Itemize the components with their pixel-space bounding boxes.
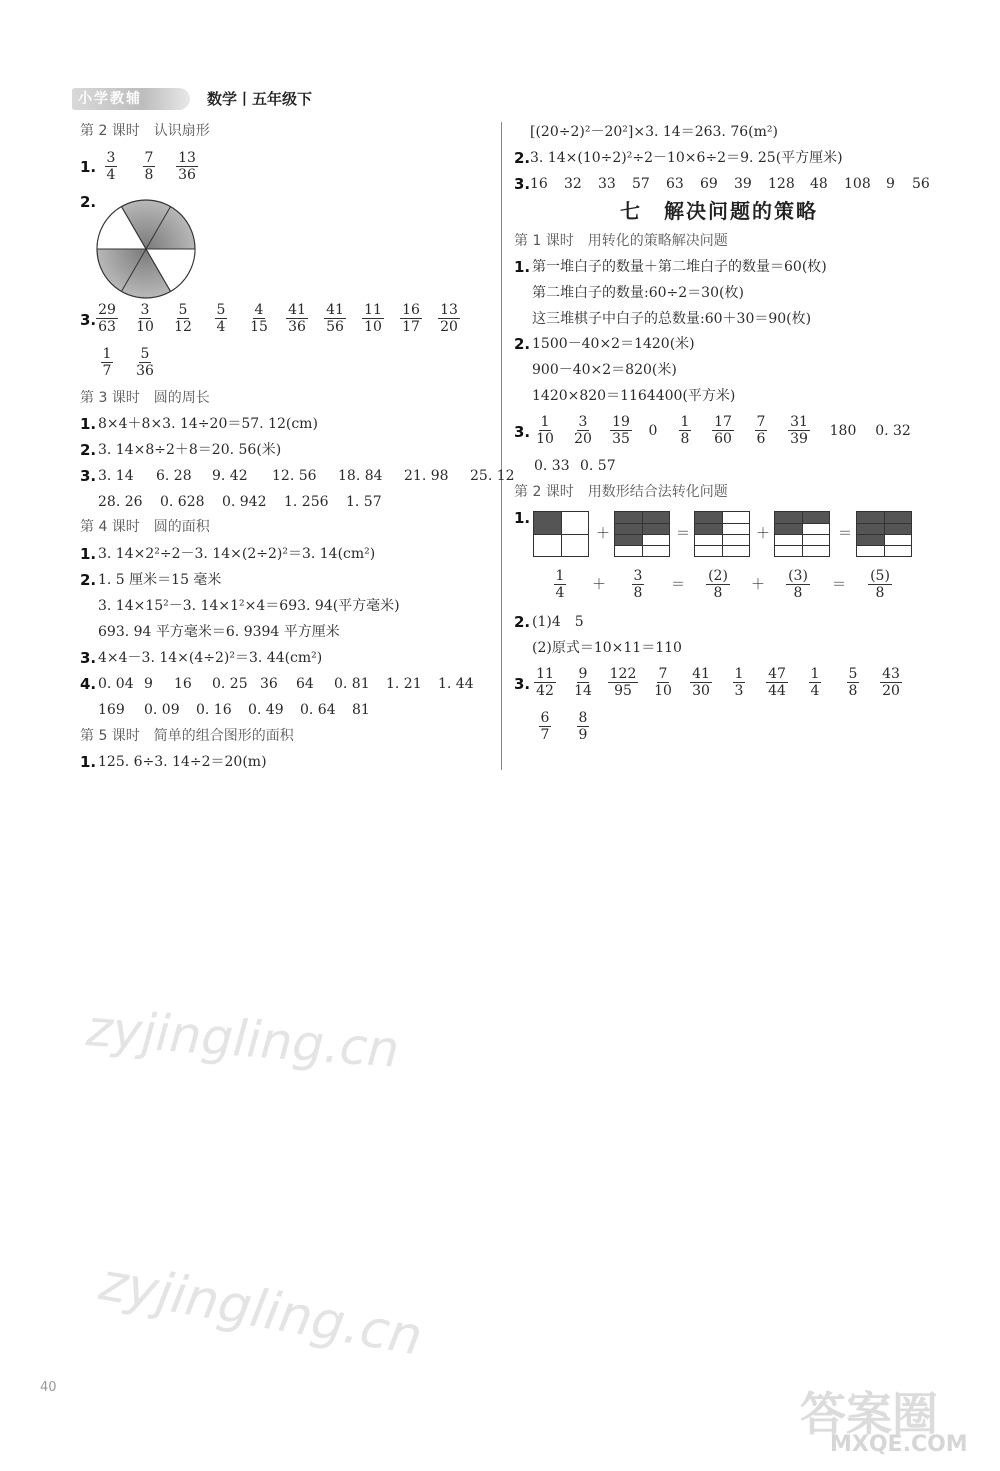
question-number: 2. bbox=[514, 149, 531, 167]
fraction: $\frac{5}{4}$ bbox=[216, 302, 226, 335]
fraction: $\frac{19}{35}$ bbox=[612, 414, 630, 447]
answer-line: 3. 14×(10÷2)²÷2－10×6÷2＝9. 25(平方厘米) bbox=[530, 150, 843, 166]
fraction: $\frac{3}{10}$ bbox=[136, 302, 154, 335]
grid-eighths-3-shaded-b bbox=[774, 511, 830, 557]
fraction-equation-row bbox=[541, 568, 899, 601]
answer-line: 693. 94 平方毫米＝6. 9394 平方厘米 bbox=[98, 624, 340, 640]
answer-line: 900－40×2＝820(米) bbox=[532, 362, 677, 378]
fraction: $\frac{5}{12}$ bbox=[174, 302, 192, 335]
question-number: 3. bbox=[514, 175, 531, 193]
question-number: 2. bbox=[514, 613, 531, 631]
question-number: 1. bbox=[80, 545, 97, 563]
lesson-title-2-right: 第 2 课时 用数形结合法转化问题 bbox=[514, 484, 728, 500]
lesson-title-2: 第 2 课时 认识扇形 bbox=[80, 123, 210, 139]
plus-sign: ＋ bbox=[756, 526, 770, 542]
fraction: $\frac{5}{36}$ bbox=[136, 346, 154, 379]
answer-line: 第二堆白子的数量:60÷2＝30(枚) bbox=[532, 285, 744, 301]
equals-sign: ＝ bbox=[832, 576, 846, 593]
lesson-title-3: 第 3 课时 圆的周长 bbox=[80, 390, 210, 406]
value-row: 169 0. 09 0. 16 0. 49 0. 64 81 bbox=[98, 702, 370, 718]
fraction: $\frac{7}{8}$ bbox=[144, 150, 154, 183]
fraction: $\frac{1}{4}$ bbox=[555, 568, 565, 601]
answer-line: 3. 14×15²－3. 14×1²×4＝693. 94(平方毫米) bbox=[98, 598, 400, 614]
fraction: $\frac{(5)}{8}$ bbox=[870, 568, 890, 601]
value: 180 bbox=[829, 422, 857, 439]
value-row: 3. 14 6. 28 9. 42 12. 56 18. 84 21. 98 25. 12 bbox=[98, 468, 515, 484]
equals-sign: ＝ bbox=[838, 526, 852, 542]
question-number: 2. bbox=[80, 571, 97, 589]
fraction: $\frac{11}{10}$ bbox=[364, 302, 382, 335]
value: 0. 32 bbox=[875, 422, 911, 439]
question-number: 2. bbox=[80, 193, 97, 211]
fraction: $\frac{1}{7}$ bbox=[102, 346, 112, 379]
plus-sign: ＋ bbox=[592, 576, 606, 593]
answer-line: 1. 5 厘米＝15 毫米 bbox=[98, 572, 222, 588]
fraction: $\frac{31}{39}$ bbox=[790, 414, 808, 447]
fraction: $\frac{13}{20}$ bbox=[440, 302, 458, 335]
answer-line: [(20÷2)²－20²]×3. 14＝263. 76(m²) bbox=[530, 124, 778, 140]
grid-quarters-1-shaded bbox=[533, 511, 589, 557]
fraction: $\frac{47}{44}$ bbox=[768, 666, 786, 699]
fraction: $\frac{6}{7}$ bbox=[540, 710, 550, 743]
lesson-title-5: 第 5 课时 简单的组合图形的面积 bbox=[80, 728, 294, 744]
question-number: 1. bbox=[80, 753, 97, 771]
question-number: 3. bbox=[80, 467, 97, 485]
watermark-text: zyjingling.cn bbox=[84, 999, 401, 1079]
answer-line: 1420×820＝1164400(平方米) bbox=[532, 388, 736, 404]
fraction: $\frac{43}{20}$ bbox=[882, 666, 900, 699]
value-row: 28. 26 0. 628 0. 942 1. 256 1. 57 bbox=[98, 494, 382, 510]
answer-line: 3. 14×8÷2＋8＝20. 56(米) bbox=[98, 442, 282, 458]
fraction: $\frac{17}{60}$ bbox=[714, 414, 732, 447]
equals-sign: ＝ bbox=[671, 576, 685, 593]
fraction: $\frac{7}{10}$ bbox=[654, 666, 672, 699]
column-divider bbox=[501, 122, 502, 770]
question-number: 3. bbox=[80, 649, 97, 667]
question-number: 2. bbox=[514, 335, 531, 353]
fraction: $\frac{1}{3}$ bbox=[734, 666, 744, 699]
fraction: $\frac{1}{8}$ bbox=[680, 414, 690, 447]
fraction: $\frac{9}{14}$ bbox=[574, 666, 592, 699]
fraction: $\frac{(2)}{8}$ bbox=[708, 568, 728, 601]
question-number: 4. bbox=[80, 675, 97, 693]
fraction: $\frac{29}{63}$ bbox=[98, 302, 116, 335]
value-row: 0. 33 0. 57 bbox=[534, 458, 616, 474]
fraction: $\frac{1}{4}$ bbox=[810, 666, 820, 699]
fraction-row bbox=[526, 710, 602, 743]
watermark-domain: MXQE.COM bbox=[830, 1432, 968, 1457]
answer-line: 这三堆棋子中白子的总数量:60＋30＝90(枚) bbox=[532, 311, 812, 327]
lesson-title-4: 第 4 课时 圆的面积 bbox=[80, 519, 210, 535]
page-number: 40 bbox=[40, 1380, 57, 1395]
question-number: 3. bbox=[514, 675, 531, 693]
fraction-row bbox=[526, 414, 918, 447]
question-number: 1. bbox=[80, 158, 97, 176]
fraction: $\frac{7}{6}$ bbox=[756, 414, 766, 447]
fraction: $\frac{3}{20}$ bbox=[574, 414, 592, 447]
answer-line: 1500－40×2＝1420(米) bbox=[532, 336, 695, 352]
fraction: $\frac{41}{56}$ bbox=[326, 302, 344, 335]
plus-sign: ＋ bbox=[596, 526, 610, 542]
value: 0 bbox=[648, 422, 658, 439]
lesson-title-1: 第 1 课时 用转化的策略解决问题 bbox=[514, 233, 728, 249]
fraction: $\frac{11}{42}$ bbox=[536, 666, 554, 699]
grid-eighths-5-shaded bbox=[856, 511, 912, 557]
sector-circle-diagram bbox=[95, 198, 197, 300]
answer-line: 125. 6÷3. 14÷2＝20(m) bbox=[98, 754, 267, 770]
chapter-title: 七 解决问题的策略 bbox=[620, 199, 818, 223]
fraction: $\frac{41}{36}$ bbox=[288, 302, 306, 335]
value-row: 16 32 33 57 63 69 39 128 48 108 9 56 bbox=[530, 176, 930, 192]
answer-line: 3. 14×2²÷2－3. 14×(2÷2)²＝3. 14(cm²) bbox=[98, 546, 376, 562]
equals-sign: ＝ bbox=[676, 526, 690, 542]
watermark-text: zyjingling.cn bbox=[95, 1252, 427, 1368]
answer-line: (1)4 5 bbox=[532, 614, 584, 630]
answer-line: 第一堆白子的数量＋第二堆白子的数量＝60(枚) bbox=[532, 259, 827, 275]
fraction: $\frac{8}{9}$ bbox=[578, 710, 588, 743]
grid-eighths-2-shaded bbox=[694, 511, 750, 557]
question-number: 1. bbox=[80, 415, 97, 433]
fraction: $\frac{5}{8}$ bbox=[848, 666, 858, 699]
fraction: $\frac{4}{15}$ bbox=[250, 302, 268, 335]
fraction: $\frac{13}{36}$ bbox=[178, 150, 196, 183]
question-number: 1. bbox=[514, 509, 531, 527]
question-number: 2. bbox=[80, 441, 97, 459]
question-number: 3. bbox=[80, 311, 97, 329]
fraction: $\frac{122}{95}$ bbox=[609, 666, 637, 699]
fraction: $\frac{1}{10}$ bbox=[536, 414, 554, 447]
answer-line: 4×4－3. 14×(4÷2)²＝3. 44(cm²) bbox=[98, 650, 323, 666]
fraction: $\frac{3}{8}$ bbox=[633, 568, 643, 601]
plus-sign: ＋ bbox=[751, 576, 765, 593]
fraction: $\frac{41}{30}$ bbox=[692, 666, 710, 699]
value-row: 0. 04 9 16 0. 25 36 64 0. 81 1. 21 1. 44 bbox=[98, 676, 474, 692]
fraction: $\frac{3}{4}$ bbox=[106, 150, 116, 183]
fraction: $\frac{(3)}{8}$ bbox=[788, 568, 808, 601]
fraction-row bbox=[92, 150, 206, 183]
answer-line: 8×4＋8×3. 14÷20＝57. 12(cm) bbox=[98, 416, 318, 432]
series-badge: 小学教辅 bbox=[72, 88, 190, 110]
grid-eighths-3-shaded bbox=[614, 511, 670, 557]
watermark-logo: 答案圈 bbox=[800, 1387, 938, 1441]
question-number: 1. bbox=[514, 258, 531, 276]
fraction-row bbox=[88, 346, 164, 379]
question-number: 3. bbox=[514, 423, 531, 441]
fraction: $\frac{16}{17}$ bbox=[402, 302, 420, 335]
answer-line: (2)原式＝10×11＝110 bbox=[532, 640, 682, 656]
fraction-row bbox=[526, 666, 910, 699]
fraction-row bbox=[88, 302, 468, 335]
subject-grade-title: 数学丨五年级下 bbox=[207, 90, 313, 108]
